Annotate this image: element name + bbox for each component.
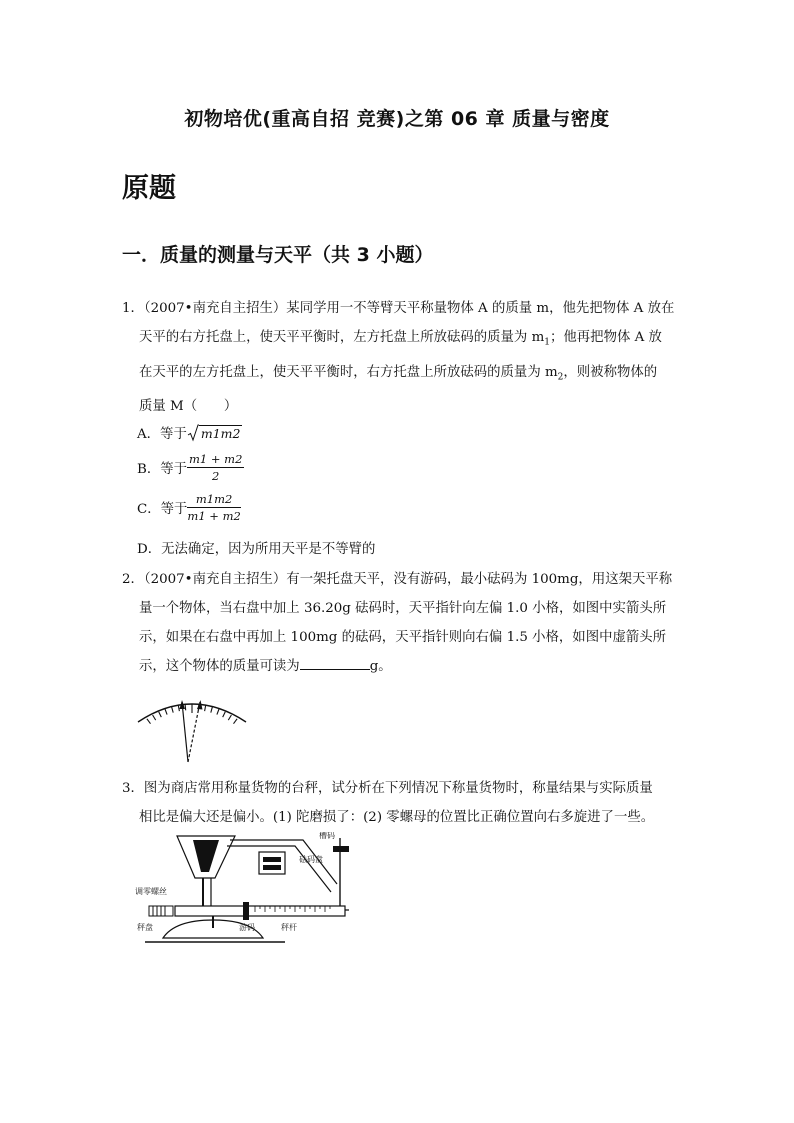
q2-line-3: 示，如果在右盘中再加上 100mg 的砝码，天平指针则向右偏 1.5 小格，如图中虚箭头所 bbox=[139, 630, 667, 645]
label-pan: 秤盘 bbox=[137, 923, 153, 932]
dial-tick bbox=[185, 704, 186, 710]
dial-tick bbox=[165, 709, 167, 715]
dial-tick bbox=[178, 705, 179, 711]
q1-line-2 bbox=[122, 323, 682, 358]
dashed-pointer-arrow bbox=[188, 702, 200, 762]
label-calibration-nut: 调零螺丝 bbox=[135, 887, 167, 896]
fraction-numerator: m1m2 bbox=[187, 492, 240, 508]
question-2 bbox=[122, 565, 682, 681]
dial-tick bbox=[147, 719, 151, 724]
fraction-denominator: m1 + m2 bbox=[187, 509, 241, 523]
label-hanger: 砝码盘 bbox=[299, 855, 323, 864]
q2-line-1: 2．（2007•南充自主招生）有一架托盘天平，没有游码，最小砝码为 100mg，用这架天平称 bbox=[122, 572, 673, 587]
dial-tick bbox=[172, 707, 174, 713]
fraction-denominator: 2 bbox=[212, 469, 220, 483]
question-1 bbox=[122, 294, 682, 421]
question-3 bbox=[122, 774, 682, 832]
q1-line-3 bbox=[122, 358, 682, 393]
q1-option-b-label: B．等于 bbox=[137, 462, 188, 477]
q1-line-4: 质量 M（ ） bbox=[139, 399, 238, 415]
q1-option-b bbox=[137, 452, 244, 483]
q1-option-b-fraction bbox=[187, 452, 244, 483]
sqrt-symbol bbox=[187, 424, 199, 446]
label-weights: 槽码 bbox=[319, 832, 335, 840]
heading-original-questions: 原题 bbox=[122, 173, 176, 204]
q3-line-1: 3．图为商店常用称量货物的台秤，试分析在下列情况下称量货物时，称量结果与实际质量 bbox=[122, 781, 653, 796]
dial-tick bbox=[223, 712, 226, 717]
q1-option-a bbox=[137, 423, 242, 446]
fraction-numerator: m1 + m2 bbox=[189, 452, 243, 466]
q3-line-2: 相比是偏大还是偏小。(1) 陀磨损了：(2) 零螺母的位置比正确位置向右多旋进了一些。 bbox=[139, 810, 655, 825]
dial-tick bbox=[217, 709, 219, 715]
answer-blank bbox=[300, 655, 370, 670]
q1-option-a-label: A．等于 bbox=[137, 427, 187, 442]
q1-option-a-math: m1m2 bbox=[200, 426, 241, 441]
q1-option-c bbox=[137, 492, 241, 523]
dial-tick bbox=[234, 719, 238, 724]
q1-line-2-tail: ；他再把物体 A 放 bbox=[550, 330, 662, 345]
q2-line-4-text: 示，这个物体的质量可读为 bbox=[139, 659, 300, 674]
dial-tick bbox=[211, 707, 213, 713]
q1-subscript-1: 1 bbox=[544, 337, 551, 348]
q1-option-d: D．无法确定，因为所用天平是不等臂的 bbox=[137, 542, 376, 557]
q1-line-1: 1．（2007•南充自主招生）某同学用一不等臂天平称量物体 A 的质量 m，他先把物体 A 放在 bbox=[122, 301, 675, 316]
dial-tick bbox=[205, 705, 206, 711]
dial-tick bbox=[153, 715, 156, 720]
solid-pointer-arrow bbox=[182, 702, 188, 762]
platform-scale-figure bbox=[135, 832, 365, 954]
q1-line-3-tail: ，则被称物体的 bbox=[563, 364, 658, 380]
q2-line-2: 量一个物体，当右盘中加上 36.20g 砝码时，天平指针向左偏 1.0 小格，如图中实箭头所 bbox=[139, 601, 667, 616]
balance-dial-figure bbox=[130, 688, 255, 764]
q2-line-4-tail: g。 bbox=[369, 659, 392, 674]
dial-tick bbox=[159, 712, 162, 717]
q1-line-2-text: 天平的右方托盘上，使天平平衡时，左方托盘上所放砝码的质量为 m bbox=[139, 330, 545, 345]
q1-option-c-label: C．等于 bbox=[137, 502, 188, 517]
document-title: 初物培优(重高自招 竞赛)之第 06 章 质量与密度 bbox=[184, 108, 610, 130]
q2-line-4 bbox=[122, 652, 682, 681]
q1-subscript-2: 2 bbox=[557, 372, 564, 383]
section-heading: 一．质量的测量与天平（共 3 小题） bbox=[122, 244, 434, 266]
q1-option-c-fraction bbox=[187, 492, 240, 523]
label-rider: 游码 bbox=[239, 923, 255, 932]
label-beam: 秤杆 bbox=[281, 923, 297, 932]
q1-line-3-text: 在天平的左方托盘上，使天平平衡时，右方托盘上所放砝码的质量为 m bbox=[139, 364, 558, 380]
dial-tick bbox=[228, 715, 231, 720]
